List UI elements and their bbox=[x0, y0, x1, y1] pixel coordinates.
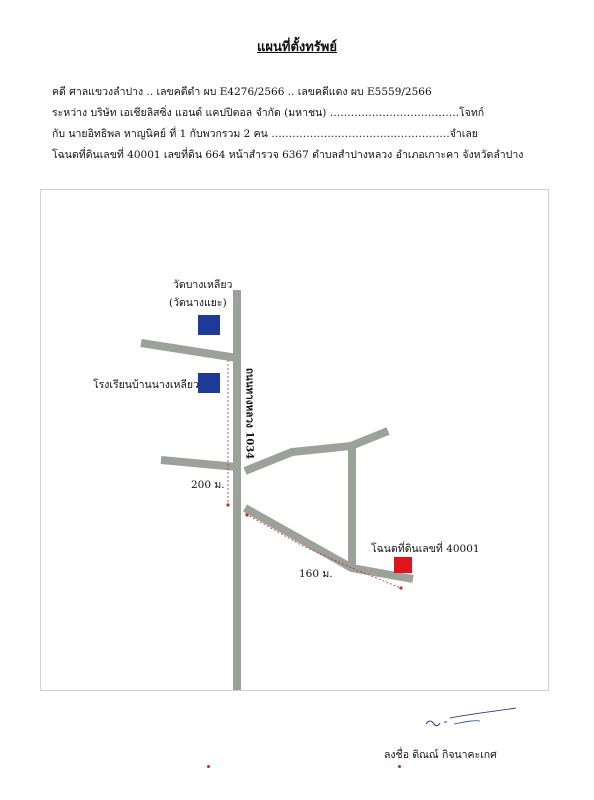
measure-end-160 bbox=[399, 586, 402, 589]
parcel-label: โฉนดที่ดินเลขที่ 40001 bbox=[371, 543, 480, 555]
west-branch-road bbox=[161, 460, 237, 467]
stray-mark bbox=[398, 765, 401, 768]
document-title: แผนที่ตั้งทรัพย์ bbox=[257, 40, 337, 55]
stray-mark bbox=[207, 765, 210, 768]
temple-alt-label: (วัดนางแยะ) bbox=[169, 297, 227, 309]
school-marker bbox=[198, 373, 220, 393]
highway-label: ถนนทางหลวง 1034 bbox=[243, 367, 255, 460]
parties-defendant-line: กับ นายอิทธิพล หาญนิคย์ ที่ 1 กับพวกรวม 2 คน ……………………………………………จำเลย bbox=[52, 128, 478, 140]
temple-marker bbox=[198, 315, 220, 335]
parties-plaintiff-line: ระหว่าง บริษัท เอเชียลิสซิ่ง แอนด์ แคปปิตอล จำกัด (มหาชน) ……………………………….โจทก์ bbox=[52, 107, 485, 119]
east-branch-road bbox=[245, 431, 388, 471]
parcel-marker bbox=[394, 557, 412, 573]
title-deed-line: โฉนดที่ดินเลขที่ 40001 เลขที่ดิน 664 หน้าสำรวจ 6367 ตำบลสำปางหลวง อำเภอเกาะคา จังหวัดลำปาง bbox=[52, 149, 524, 161]
measure-start-160 bbox=[245, 513, 248, 516]
map-drawing bbox=[41, 190, 548, 690]
signature-line: ลงชื่อ ดิณณ์ กิจนาคะเกศ bbox=[384, 749, 497, 761]
case-line: คดี ศาลแขวงลำปาง .. เลขคดีดำ ผบ E4276/2566 .. เลขคดีแดง ผบ E5559/2566 bbox=[52, 86, 432, 98]
temple-label: วัดบางเหลียว bbox=[173, 279, 233, 291]
signature-mark bbox=[420, 704, 520, 738]
distance-200-label: 200 ม. bbox=[191, 479, 225, 491]
property-map bbox=[40, 189, 549, 691]
north-branch-road bbox=[141, 343, 237, 358]
distance-160-label: 160 ม. bbox=[299, 568, 333, 580]
school-label: โรงเรียนบ้านนางเหลียว bbox=[93, 379, 199, 391]
measure-end-200 bbox=[226, 503, 229, 506]
